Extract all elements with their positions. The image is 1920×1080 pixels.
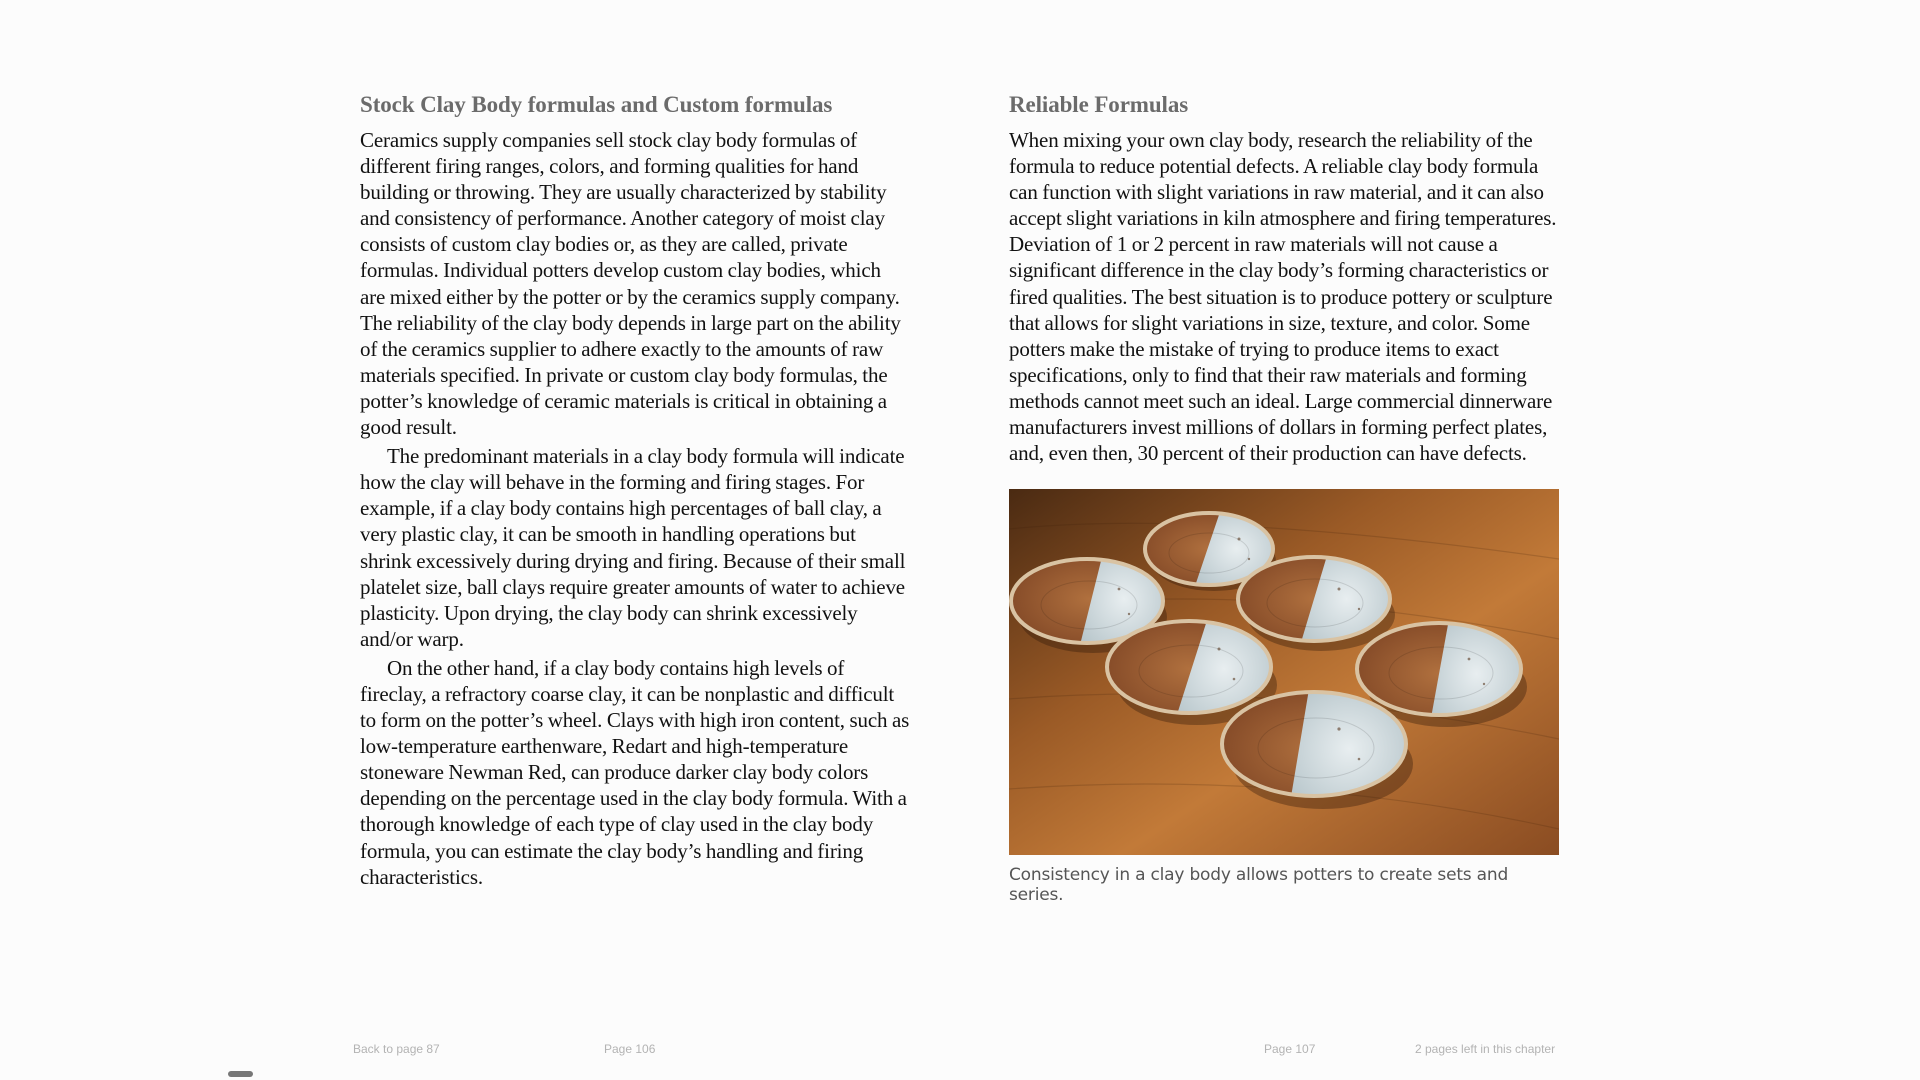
bowls-illustration <box>1009 489 1559 855</box>
body-paragraph: On the other hand, if a clay body contains high levels of fireclay, a refractory coarse clay, it can be nonplastic and difficult to form on the potter’s wheel. Clays with high iron content, such as low-temperature earthenware, Redart and high-temperature stoneware Newman Red, can produce darker clay body colors depending on the percentage used in the clay body formula. With a thorough knowledge of each type of clay used in the clay body formula, you can estimate the clay body’s handling and firing characteristics. <box>360 655 910 889</box>
pages-left-indicator: 2 pages left in this chapter <box>1415 1042 1556 1056</box>
body-paragraph: The predominant materials in a clay body formula will indicate how the clay will behave in the forming and firing stages. For example, if a clay body contains high percentages of ball clay, a very plastic clay, it can be smooth in handling operations but shrink excessively during drying and firing. Because of their small platelet size, ball clays require greater amounts of water to achieve plasticity. Upon drying, the clay body can shrink excessively and/or warp. <box>360 444 906 651</box>
section-heading: Reliable Formulas <box>1009 92 1189 117</box>
scroll-indicator[interactable] <box>228 1071 253 1077</box>
section-heading: Stock Clay Body formulas and Custom formulas <box>360 92 833 117</box>
right-page-number: Page 107 <box>1264 1042 1316 1056</box>
figure-caption: Consistency in a clay body allows potters to create sets and series. <box>1009 865 1509 906</box>
right-page <box>1009 89 1561 905</box>
pottery-bowls-photo <box>1009 489 1559 855</box>
body-paragraph: Ceramics supply companies sell stock clay body formulas of different firing ranges, colors, and forming qualities for hand building or throwing. They are usually characterized by stability and consistency of performance. Another category of moist clay consists of custom clay bodies or, as they are called, private formulas. Individual potters develop custom clay bodies, which are mixed either by the potter or by the ceramics supply company. The reliability of the clay body depends in large part on the ability of the ceramics supplier to adhere exactly to the amounts of raw materials specified. In private or custom clay body formulas, the potter’s knowledge of ceramic materials is critical in obtaining a good result. <box>360 128 901 440</box>
left-page <box>360 89 910 893</box>
back-to-page-link[interactable]: Back to page 87 <box>353 1042 440 1056</box>
left-page-number: Page 106 <box>604 1042 656 1056</box>
body-paragraph: When mixing your own clay body, research the reliability of the formula to reduce potential defects. A reliable clay body formula can function with slight variations in raw material, and it can also accept slight variations in kiln atmosphere and firing temperatures. Deviation of 1 or 2 percent in raw materials will not cause a significant difference in the clay body’s forming characteristics or fired qualities. The best situation is to produce pottery or sculpture that allows for slight variations in size, texture, and color. Some potters make the mistake of trying to produce items to exact specifications, only to find that their raw materials and forming methods cannot meet such an ideal. Large commercial dinnerware manufacturers invest millions of dollars in forming perfect plates, and, even then, 30 percent of their production can have defects. <box>1009 128 1557 466</box>
